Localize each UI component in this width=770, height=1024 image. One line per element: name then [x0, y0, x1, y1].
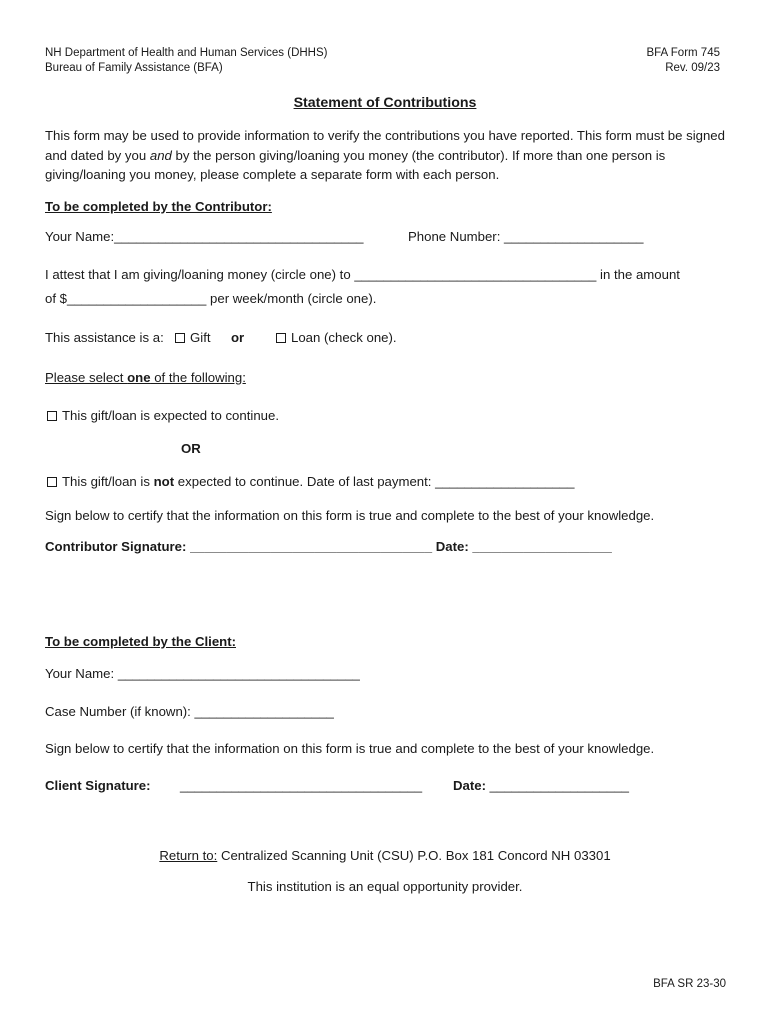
client-certify-text: Sign below to certify that the information on this form is true and complete to the best of your knowledge. — [45, 741, 655, 756]
intro-paragraph: This form may be used to provide information to verify the contributions you have reported. This form must be signed and dated by you and by the person giving/loaning you money (the contributor). If more than one person is giving/loaning you money, please complete a separate form with each person. — [45, 128, 725, 182]
loan-checkbox[interactable]: Loan (check one). — [276, 329, 397, 346]
return-address: Return to: Centralized Scanning Unit (CSU) P.O. Box 181 Concord NH 03301 — [159, 848, 611, 863]
form-number: BFA Form 745 — [646, 47, 720, 59]
footer-code: BFA SR 23-30 — [653, 978, 726, 990]
client-name-field[interactable]: Your Name: _________________________________ — [45, 666, 360, 681]
page-title: Statement of Contributions — [293, 95, 477, 111]
checkbox-icon[interactable] — [175, 333, 185, 343]
intro-emphasis: and — [149, 147, 172, 163]
client-signature-field[interactable]: _________________________________ — [180, 778, 423, 793]
attest-line[interactable]: I attest that I am giving/loaning money (circle one) to _________________________________ in the amount — [45, 267, 680, 282]
option-not-continue[interactable]: This gift/loan is not expected to continue. Date of last payment: ___________________ — [47, 473, 574, 490]
option-continue[interactable]: This gift/loan is expected to continue. — [47, 407, 279, 424]
contributor-certify-text: Sign below to certify that the information on this form is true and complete to the best of your knowledge. — [45, 508, 655, 523]
client-signature-label: Client Signature: — [45, 778, 151, 793]
gift-checkbox[interactable]: Gift — [175, 329, 211, 346]
checkbox-icon[interactable] — [47, 411, 57, 421]
or-separator: OR — [181, 441, 201, 456]
contributor-section-heading: To be completed by the Contributor: — [45, 199, 272, 214]
contributor-name-field[interactable]: Your Name:__________________________________ — [45, 229, 364, 244]
equal-opportunity-statement: This institution is an equal opportunity provider. — [247, 879, 523, 894]
case-number-field[interactable]: Case Number (if known): ___________________ — [45, 704, 334, 719]
contributor-signature-field[interactable]: Contributor Signature: _________________________________ Date: ___________________ — [45, 539, 612, 554]
checkbox-icon[interactable] — [47, 477, 57, 487]
agency-line-2: Bureau of Family Assistance (BFA) — [45, 62, 223, 74]
form-revision: Rev. 09/23 — [665, 62, 720, 74]
checkbox-icon[interactable] — [276, 333, 286, 343]
client-section-heading: To be completed by the Client: — [45, 634, 236, 649]
contributor-phone-field[interactable]: Phone Number: ___________________ — [408, 229, 644, 244]
assistance-label: This assistance is a: — [45, 330, 164, 345]
agency-line-1: NH Department of Health and Human Services (DHHS) — [45, 47, 328, 59]
or-label: or — [231, 330, 245, 345]
select-instruction: Please select one of the following: — [45, 370, 246, 385]
client-date-field[interactable]: Date: ___________________ — [453, 778, 630, 793]
amount-line[interactable]: of $___________________ per week/month (circle one). — [45, 291, 377, 306]
